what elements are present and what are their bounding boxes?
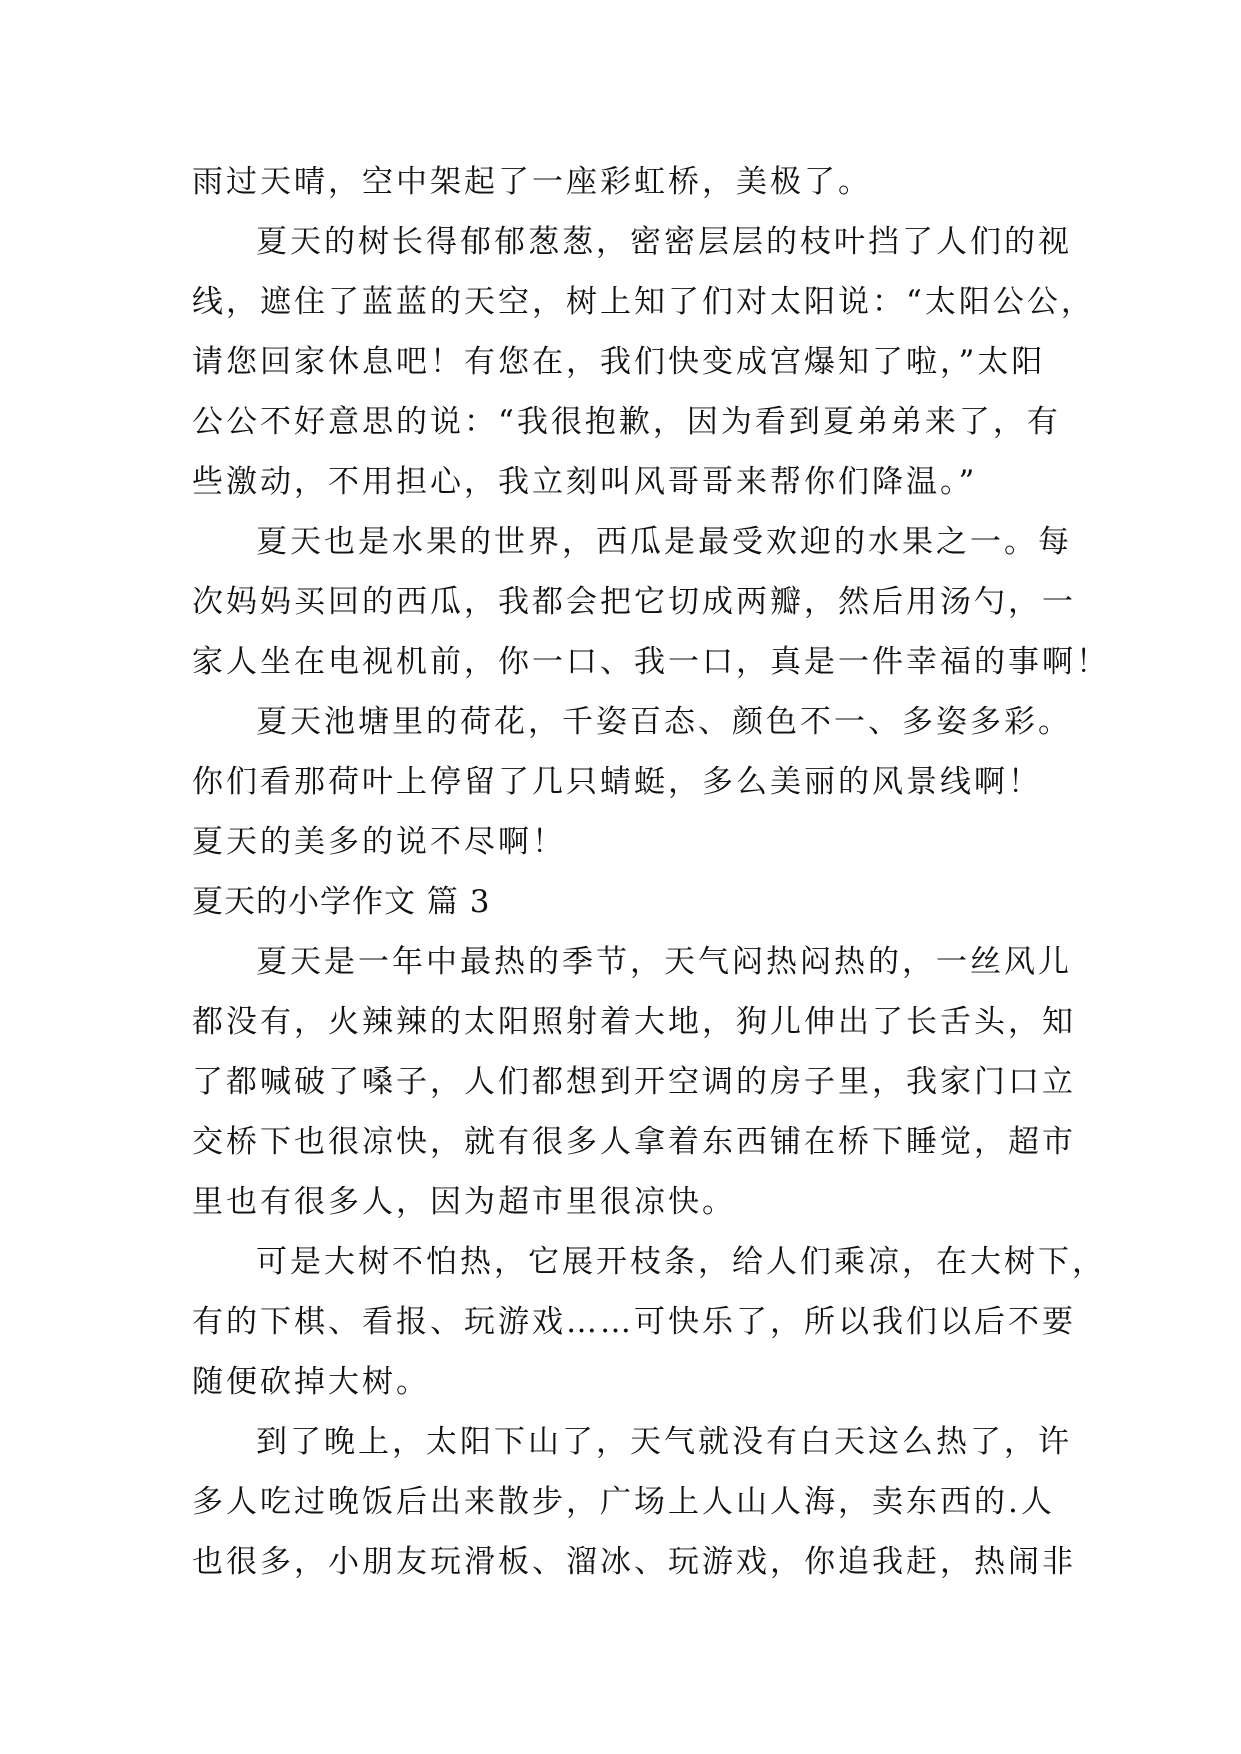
text-line: 雨过天晴，空中架起了一座彩虹桥，美极了。 <box>192 164 872 200</box>
section-heading: 夏天的小学作文 篇 3 <box>192 884 491 920</box>
text-line: 夏天也是水果的世界，西瓜是最受欢迎的水果之一。每 <box>256 524 1072 560</box>
text-line: 线，遮住了蓝蓝的天空，树上知了们对太阳说：“太阳公公， <box>192 284 1095 320</box>
text-line: 公公不好意思的说：“我很抱歉，因为看到夏弟弟来了，有 <box>192 404 1061 440</box>
text-line: 到了晚上，太阳下山了，天气就没有白天这么热了，许 <box>256 1424 1072 1460</box>
text-line: 些激动，不用担心，我立刻叫风哥哥来帮你们降温。” <box>192 464 978 500</box>
text-line: 夏天的美多的说不尽啊！ <box>192 824 566 860</box>
text-line: 夏天池塘里的荷花，千姿百态、颜色不一、多姿多彩。 <box>256 704 1072 740</box>
text-line: 有的下棋、看报、玩游戏……可快乐了，所以我们以后不要 <box>192 1304 1076 1340</box>
text-line: 次妈妈买回的西瓜，我都会把它切成两瓣，然后用汤勺，一 <box>192 584 1076 620</box>
text-line: 家人坐在电视机前，你一口、我一口，真是一件幸福的事啊！ <box>192 644 1110 680</box>
text-line: 了都喊破了嗓子，人们都想到开空调的房子里，我家门口立 <box>192 1064 1076 1100</box>
text-line: 夏天是一年中最热的季节，天气闷热闷热的，一丝风儿 <box>256 944 1072 980</box>
text-line: 随便砍掉大树。 <box>192 1364 430 1400</box>
text-line: 里也有很多人，因为超市里很凉快。 <box>192 1184 736 1220</box>
text-line: 请您回家休息吧！有您在，我们快变成宫爆知了啦，”太阳 <box>192 344 1046 380</box>
text-line: 你们看那荷叶上停留了几只蜻蜓，多么美丽的风景线啊！ <box>192 764 1042 800</box>
text-line: 交桥下也很凉快，就有很多人拿着东西铺在桥下睡觉，超市 <box>192 1124 1076 1160</box>
text-line: 也很多，小朋友玩滑板、溜冰、玩游戏，你追我赶，热闹非 <box>192 1544 1076 1580</box>
text-line: 都没有，火辣辣的太阳照射着大地，狗儿伸出了长舌头，知 <box>192 1004 1076 1040</box>
essay-text <box>192 152 1110 1592</box>
text-line: 多人吃过晚饭后出来散步，广场上人山人海，卖东西的.人 <box>192 1484 1055 1520</box>
text-line: 可是大树不怕热，它展开枝条，给人们乘凉，在大树下， <box>256 1244 1106 1280</box>
text-line: 夏天的树长得郁郁葱葱，密密层层的枝叶挡了人们的视 <box>256 224 1072 260</box>
